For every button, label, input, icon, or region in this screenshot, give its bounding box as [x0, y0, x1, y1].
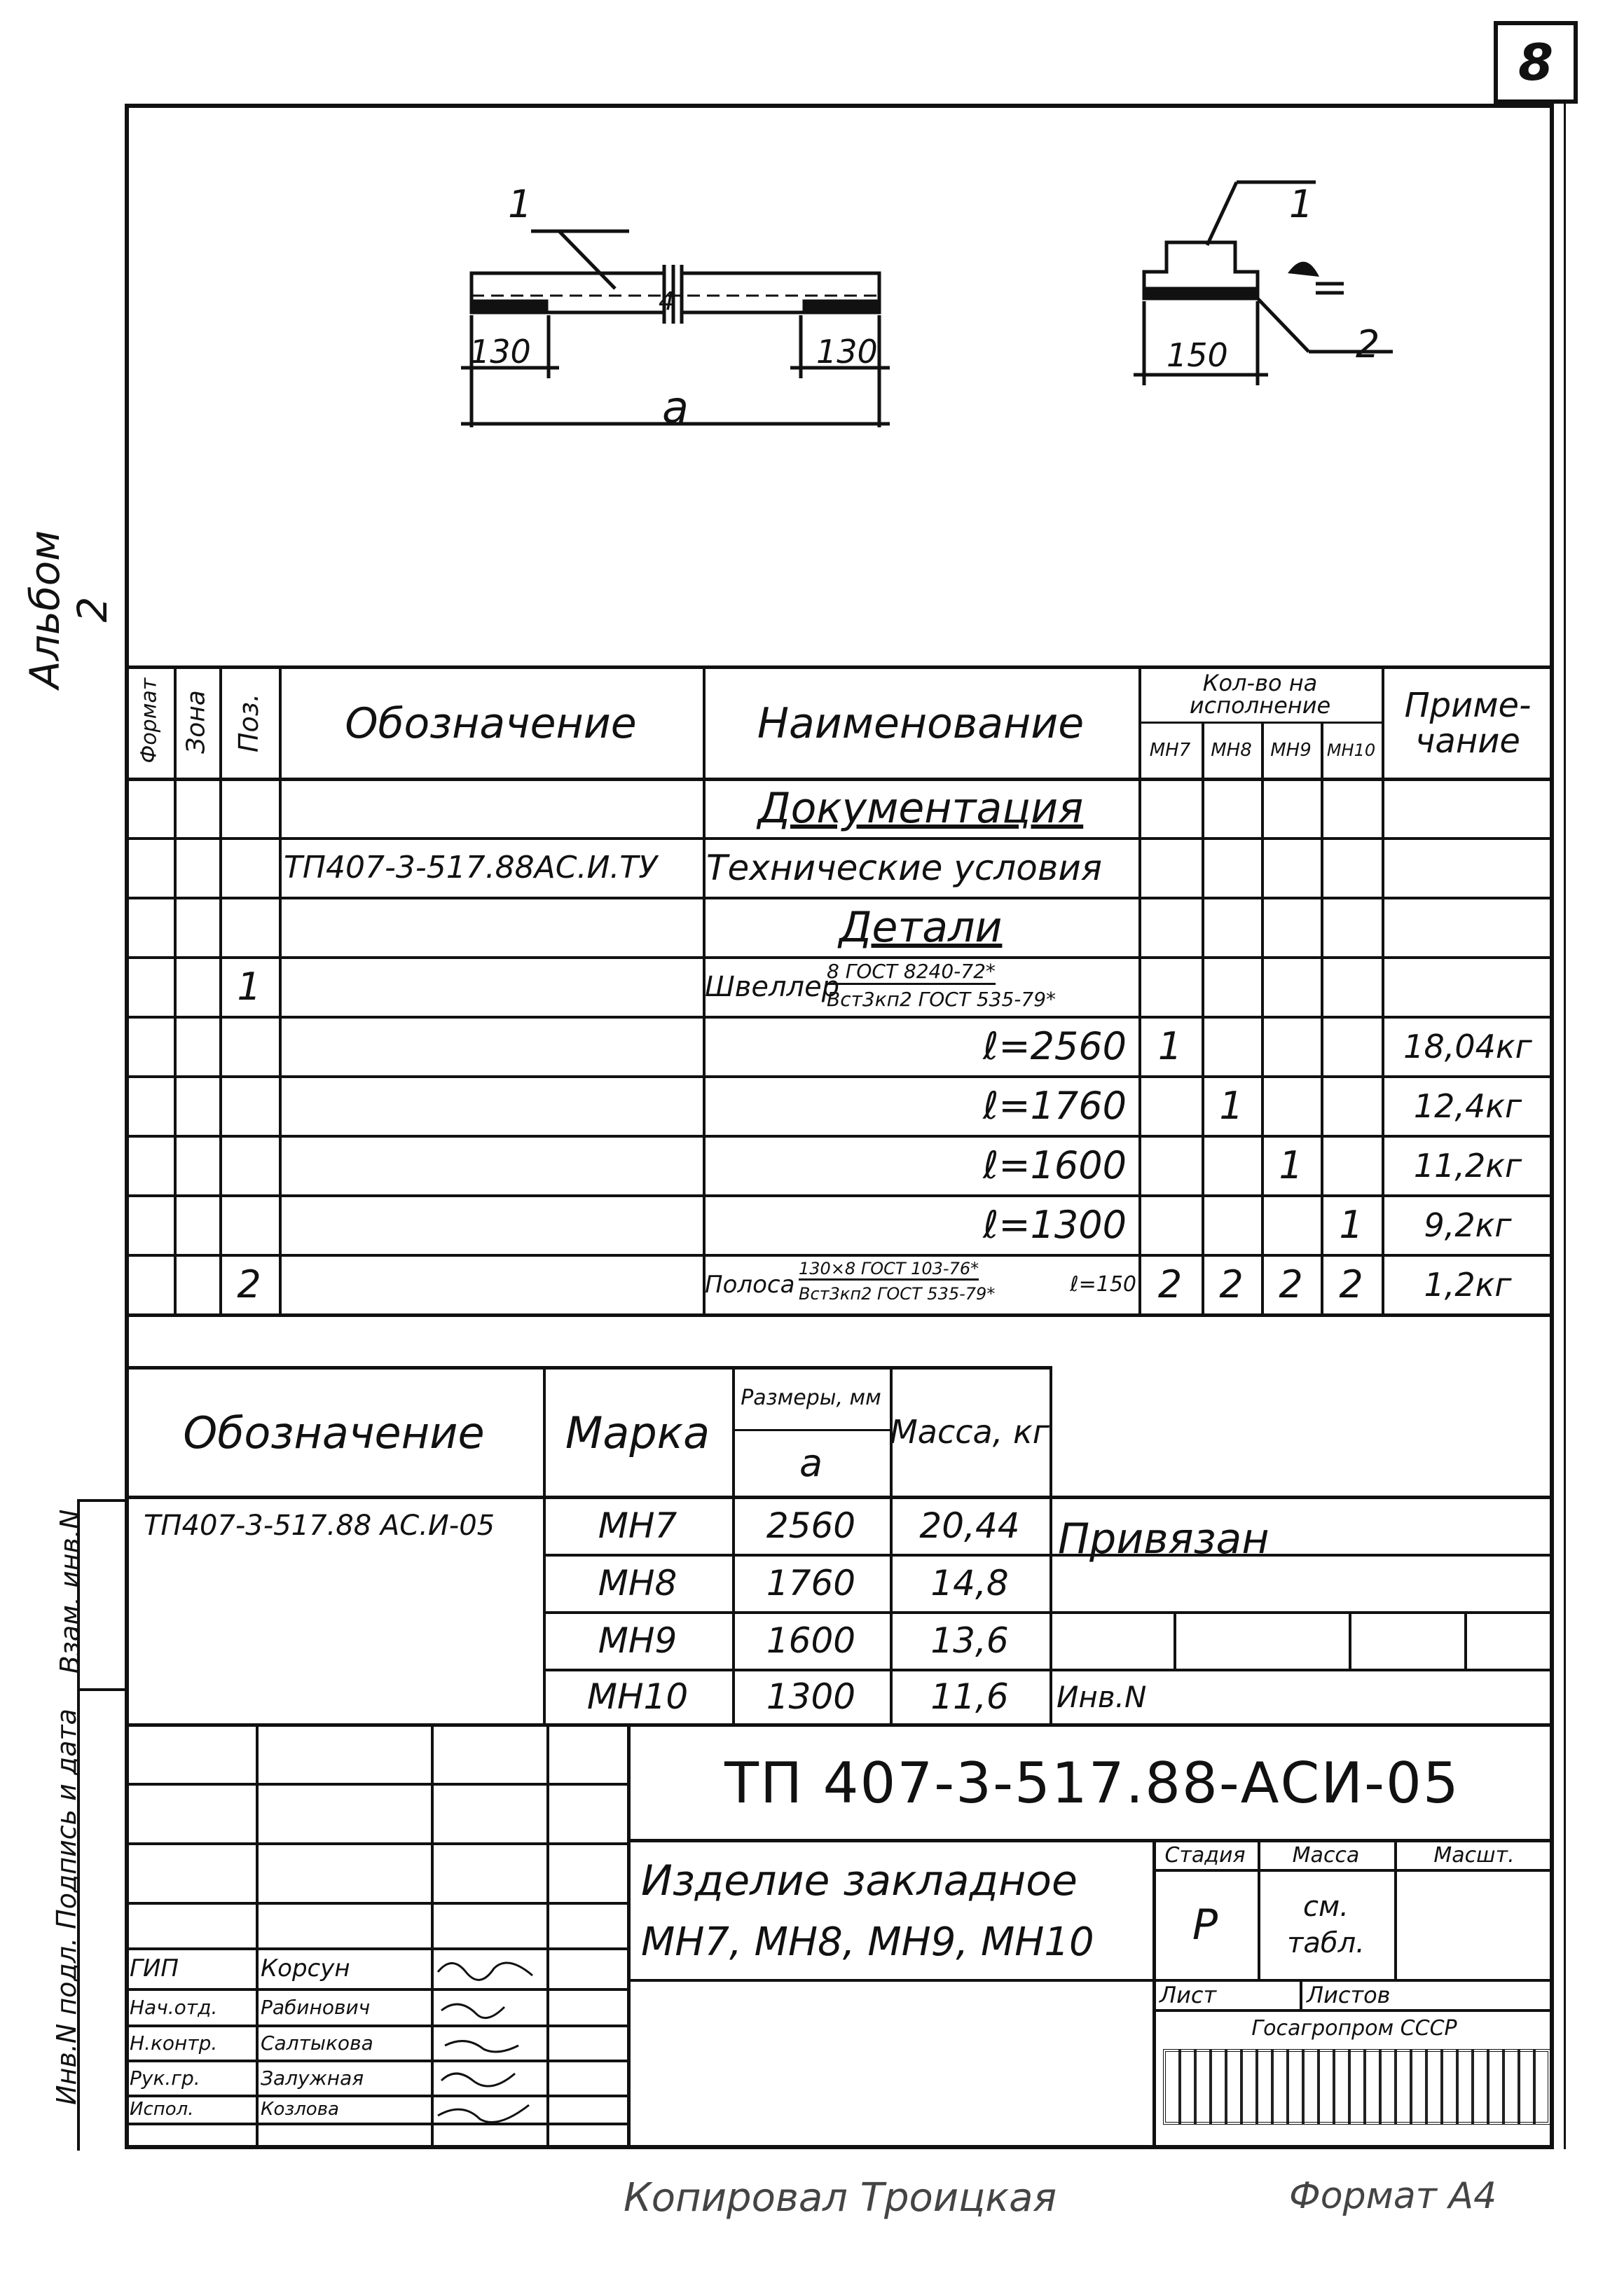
title-line-1: Изделие закладное: [641, 1856, 1078, 1905]
sheet-number: 8: [1518, 33, 1554, 92]
margin-label-bottom: Инв.N подл. Подпись и дата: [51, 1709, 82, 2105]
name-ispol: Козлова: [261, 2099, 339, 2120]
section-documentation: Документация: [757, 783, 1084, 833]
section-parts: Детали: [839, 902, 1003, 952]
tb-row-line: [125, 1842, 627, 1845]
hdr-name: Наименование: [757, 698, 1085, 748]
mark-mn10-mass: 11,6: [930, 1676, 1009, 1717]
note-1300: 9,2кг: [1424, 1206, 1512, 1244]
format-label: Формат А4: [1289, 2175, 1497, 2217]
role-nkontr: Н.контр.: [130, 2031, 218, 2055]
len-2560: ℓ=2560: [983, 1024, 1127, 1068]
pos-2: 2: [237, 1262, 261, 1306]
tb-title-bottom: [627, 1979, 1152, 1982]
spec-bottom-line: [125, 1313, 1554, 1317]
mark-mn9-mass: 13,6: [930, 1620, 1009, 1661]
mark-mn8-mass: 14,8: [930, 1563, 1009, 1603]
strip-name: Полоса: [705, 1270, 795, 1299]
binding-col-line: [1349, 1611, 1351, 1669]
qty-1600-mn9: 1: [1279, 1143, 1303, 1187]
hdr-qty: Кол-во на исполнение: [1189, 670, 1331, 719]
strip-gost-bottom: Вст3кп2 ГОСТ 535-79*: [799, 1284, 996, 1304]
hdr-format: Формат: [137, 677, 162, 764]
mark-mn10-a: 1300: [766, 1676, 856, 1717]
mark-mn8-a: 1760: [766, 1563, 856, 1603]
mark-mn8: МН8: [598, 1563, 677, 1603]
role-rukgr: Рук.гр.: [130, 2066, 200, 2090]
name-nach: Рабинович: [261, 1995, 371, 2019]
hdr-zone: Зона: [181, 690, 211, 754]
org-stamp-logo: [1163, 2049, 1550, 2125]
document-code: ТП 407-3-517.88-АСИ-05: [724, 1750, 1460, 1816]
dim-150: 150: [1167, 336, 1228, 374]
len-1760: ℓ=1760: [983, 1084, 1127, 1128]
spec-col-line: [174, 665, 177, 1313]
mark-mn9: МН9: [598, 1620, 677, 1661]
strip-qty-mn8: 2: [1219, 1262, 1244, 1306]
binding-inv: Инв.N: [1057, 1679, 1147, 1714]
marks-hdr-mark: Марка: [565, 1407, 710, 1458]
mark-mn7-mass: 20,44: [919, 1505, 1020, 1546]
hdr-designation: Обозначение: [345, 698, 637, 748]
name-rukgr: Залужная: [261, 2066, 364, 2090]
note-2560: 18,04кг: [1403, 1027, 1532, 1065]
qty-2560-mn7: 1: [1157, 1024, 1183, 1068]
strip-length: ℓ=150: [1070, 1272, 1136, 1297]
tb-col-line: [1300, 1979, 1302, 2009]
len-1600: ℓ=1600: [983, 1143, 1127, 1187]
stage-label: Стадия: [1164, 1842, 1246, 1868]
mark-mn7: МН7: [598, 1505, 677, 1546]
marks-hdr-size-a: a: [799, 1441, 823, 1485]
name-nkontr: Салтыкова: [261, 2031, 373, 2055]
strip-qty-mn10: 2: [1339, 1262, 1363, 1306]
marks-hdr-designation: Обозначение: [183, 1407, 485, 1458]
marks-col-line: [1050, 1366, 1052, 1723]
frame-right-double: [1564, 104, 1566, 2149]
binding-col-line: [1464, 1611, 1467, 1669]
mass-value: см. табл.: [1287, 1890, 1365, 1959]
doc-designation: ТП407-3-517.88АС.И.ТУ: [284, 850, 658, 885]
stage-value: Р: [1192, 1900, 1218, 1950]
mark-mn10: МН10: [586, 1676, 689, 1717]
role-gip: ГИП: [130, 1954, 179, 1982]
sheets-label: Листов: [1307, 1981, 1391, 2008]
note-1600: 11,2кг: [1413, 1146, 1522, 1185]
hdr-var-mn10: МН10: [1326, 740, 1376, 760]
org-name: Госагропром СССР: [1251, 2015, 1457, 2041]
channel-gost-top: 8 ГОСТ 8240-72*: [827, 960, 996, 985]
tb-col-line: [256, 1723, 259, 2149]
pos-1: 1: [237, 965, 261, 1009]
binding-title: Привязан: [1058, 1515, 1269, 1564]
dim-a: a: [662, 382, 689, 433]
name-gip: Корсун: [261, 1954, 350, 1982]
marks-hdr-mass: Масса, кг: [890, 1413, 1050, 1451]
margin-label-top: Взам. инв.N: [55, 1509, 85, 1674]
hdr-note: Приме-чание: [1404, 686, 1532, 761]
tb-row-line: [125, 1783, 627, 1786]
mass-label: Масса: [1292, 1842, 1360, 1868]
callout-2: 2: [1356, 322, 1380, 366]
dim-130-right: 130: [816, 333, 878, 371]
signatures: [431, 1947, 546, 2149]
qty-1300-mn10: 1: [1339, 1203, 1363, 1247]
scale-label: Масшт.: [1433, 1842, 1515, 1868]
spec-col-line: [1202, 722, 1204, 1313]
role-nach: Нач.отд.: [130, 1995, 218, 2019]
hdr-var-mn9: МН9: [1270, 740, 1312, 761]
qty-1760-mn8: 1: [1219, 1084, 1244, 1128]
hdr-pos: Поз.: [233, 693, 264, 753]
album-label: Альбом 2: [21, 530, 116, 689]
doc-name: Технические условия: [706, 847, 1102, 888]
role-ispol: Испол.: [130, 2099, 194, 2120]
strip-qty-mn9: 2: [1279, 1262, 1303, 1306]
weld-label: 4: [659, 287, 675, 316]
sheet-label: Лист: [1159, 1981, 1217, 2008]
strip-qty-mn7: 2: [1157, 1262, 1183, 1306]
hdr-var-mn8: МН8: [1211, 740, 1252, 761]
mark-mn9-a: 1600: [766, 1620, 856, 1661]
channel-gost-bottom: Вст3кп2 ГОСТ 535-79*: [827, 988, 1057, 1011]
tb-col-line: [546, 1723, 549, 2149]
note-1760: 12,4кг: [1413, 1087, 1522, 1125]
margin-line: [77, 1688, 126, 1691]
callout-1-right: 1: [1289, 182, 1314, 226]
copied-by: Копировал Троицкая: [624, 2175, 1057, 2221]
marks-hdr-size: Размеры, мм: [741, 1386, 881, 1410]
strip-note: 1,2кг: [1424, 1265, 1512, 1304]
spec-col-line: [1261, 722, 1264, 1313]
hdr-var-mn7: МН7: [1149, 740, 1191, 761]
binding-col-line: [1174, 1611, 1176, 1669]
tb-row-line: [125, 2123, 627, 2125]
mark-mn7-a: 2560: [766, 1505, 856, 1546]
dim-130-left: 130: [469, 333, 531, 371]
channel-name: Швеллер: [705, 970, 840, 1003]
len-1300: ℓ=1300: [983, 1203, 1127, 1247]
tb-row-line: [125, 1902, 627, 1905]
title-line-2: МН7, МН8, МН9, МН10: [641, 1919, 1094, 1965]
part-drawing: [125, 105, 1554, 665]
strip-gost-top: 130×8 ГОСТ 103-76*: [799, 1259, 979, 1281]
marks-designation: ТП407-3-517.88 АС.И-05: [144, 1509, 495, 1542]
callout-1-left: 1: [508, 182, 532, 226]
